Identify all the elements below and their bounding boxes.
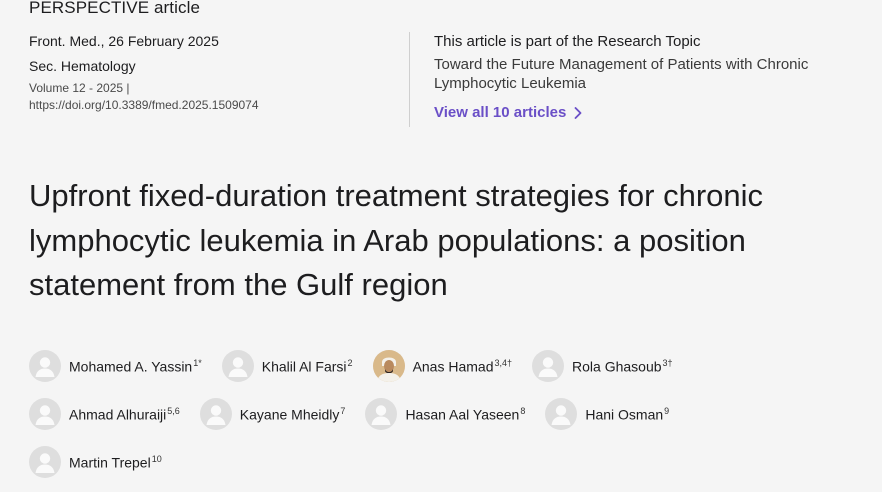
view-all-articles-label: View all 10 articles — [434, 104, 567, 121]
author-affiliation: 10 — [151, 453, 162, 464]
person-placeholder-icon — [200, 398, 232, 430]
author-name: Hani Osman$^9$ — [585, 405, 670, 423]
person-placeholder-icon — [29, 398, 61, 430]
author-chip[interactable] — [373, 350, 512, 382]
person-placeholder-icon — [365, 398, 397, 430]
article-title: Upfront fixed-duration treatment strategies for chronic lymphocytic leukemia in Arab populations: a position statement from the Gulf region — [29, 178, 764, 302]
author-affiliation: 2 — [347, 357, 353, 368]
article-meta — [29, 32, 329, 114]
journal-date: Front. Med., 26 February 2025 — [29, 33, 219, 49]
person-placeholder-icon — [222, 350, 254, 382]
author-affiliation: 7 — [340, 405, 346, 416]
author-chip[interactable] — [200, 398, 346, 430]
research-topic-panel — [434, 32, 854, 122]
author-chip[interactable] — [365, 398, 525, 430]
article-type-label: PERSPECTIVE article — [29, 0, 201, 17]
author-photo — [373, 350, 405, 382]
author-chip[interactable] — [29, 446, 162, 478]
author-affiliation: 5,6 — [167, 405, 180, 416]
author-affiliation: 3† — [662, 357, 673, 368]
author-row — [29, 444, 869, 480]
author-name: Mohamed A. Yassin$^{1*}$ — [69, 357, 202, 375]
author-affiliation: 1* — [193, 357, 202, 368]
author-affiliation: 9 — [664, 405, 670, 416]
author-name: Ahmad Alhuraiji$^{5,6}$ — [69, 405, 180, 423]
volume-info: Volume 12 - 2025 | — [29, 81, 130, 95]
author-affiliation: 8 — [520, 405, 526, 416]
author-chip[interactable] — [29, 398, 180, 430]
author-affiliation: 3,4† — [494, 357, 513, 368]
doi-link[interactable]: https://doi.org/10.3389/fmed.2025.1509074 — [29, 98, 259, 112]
vertical-divider — [409, 32, 410, 127]
author-name: Martin Trepel$^{10}$ — [69, 453, 162, 471]
chevron-right-icon — [574, 107, 582, 119]
research-topic-name[interactable]: Toward the Future Management of Patients with Chronic Lymphocytic Leukemia — [434, 56, 809, 92]
author-chip[interactable] — [29, 350, 202, 382]
author-chip[interactable] — [532, 350, 673, 382]
journal-section[interactable]: Sec. Hematology — [29, 58, 136, 74]
author-chip[interactable] — [222, 350, 353, 382]
author-name: Rola Ghasoub$^{3\dagger}$ — [572, 357, 673, 375]
person-placeholder-icon — [545, 398, 577, 430]
author-chip[interactable] — [545, 398, 669, 430]
view-all-articles-link[interactable] — [434, 104, 582, 121]
author-list — [29, 348, 869, 492]
author-row — [29, 396, 869, 432]
author-name: Kayane Mheidly$^7$ — [239, 405, 346, 423]
person-placeholder-icon — [29, 446, 61, 478]
author-row — [29, 348, 869, 384]
person-placeholder-icon — [532, 350, 564, 382]
person-placeholder-icon — [29, 350, 61, 382]
author-name: Anas Hamad$^{3,4\dagger}$ — [412, 357, 513, 375]
research-topic-label: This article is part of the Research Topic — [434, 33, 701, 50]
author-name: Khalil Al Farsi$^2$ — [261, 357, 353, 375]
author-name: Hasan Aal Yaseen$^8$ — [405, 405, 526, 423]
